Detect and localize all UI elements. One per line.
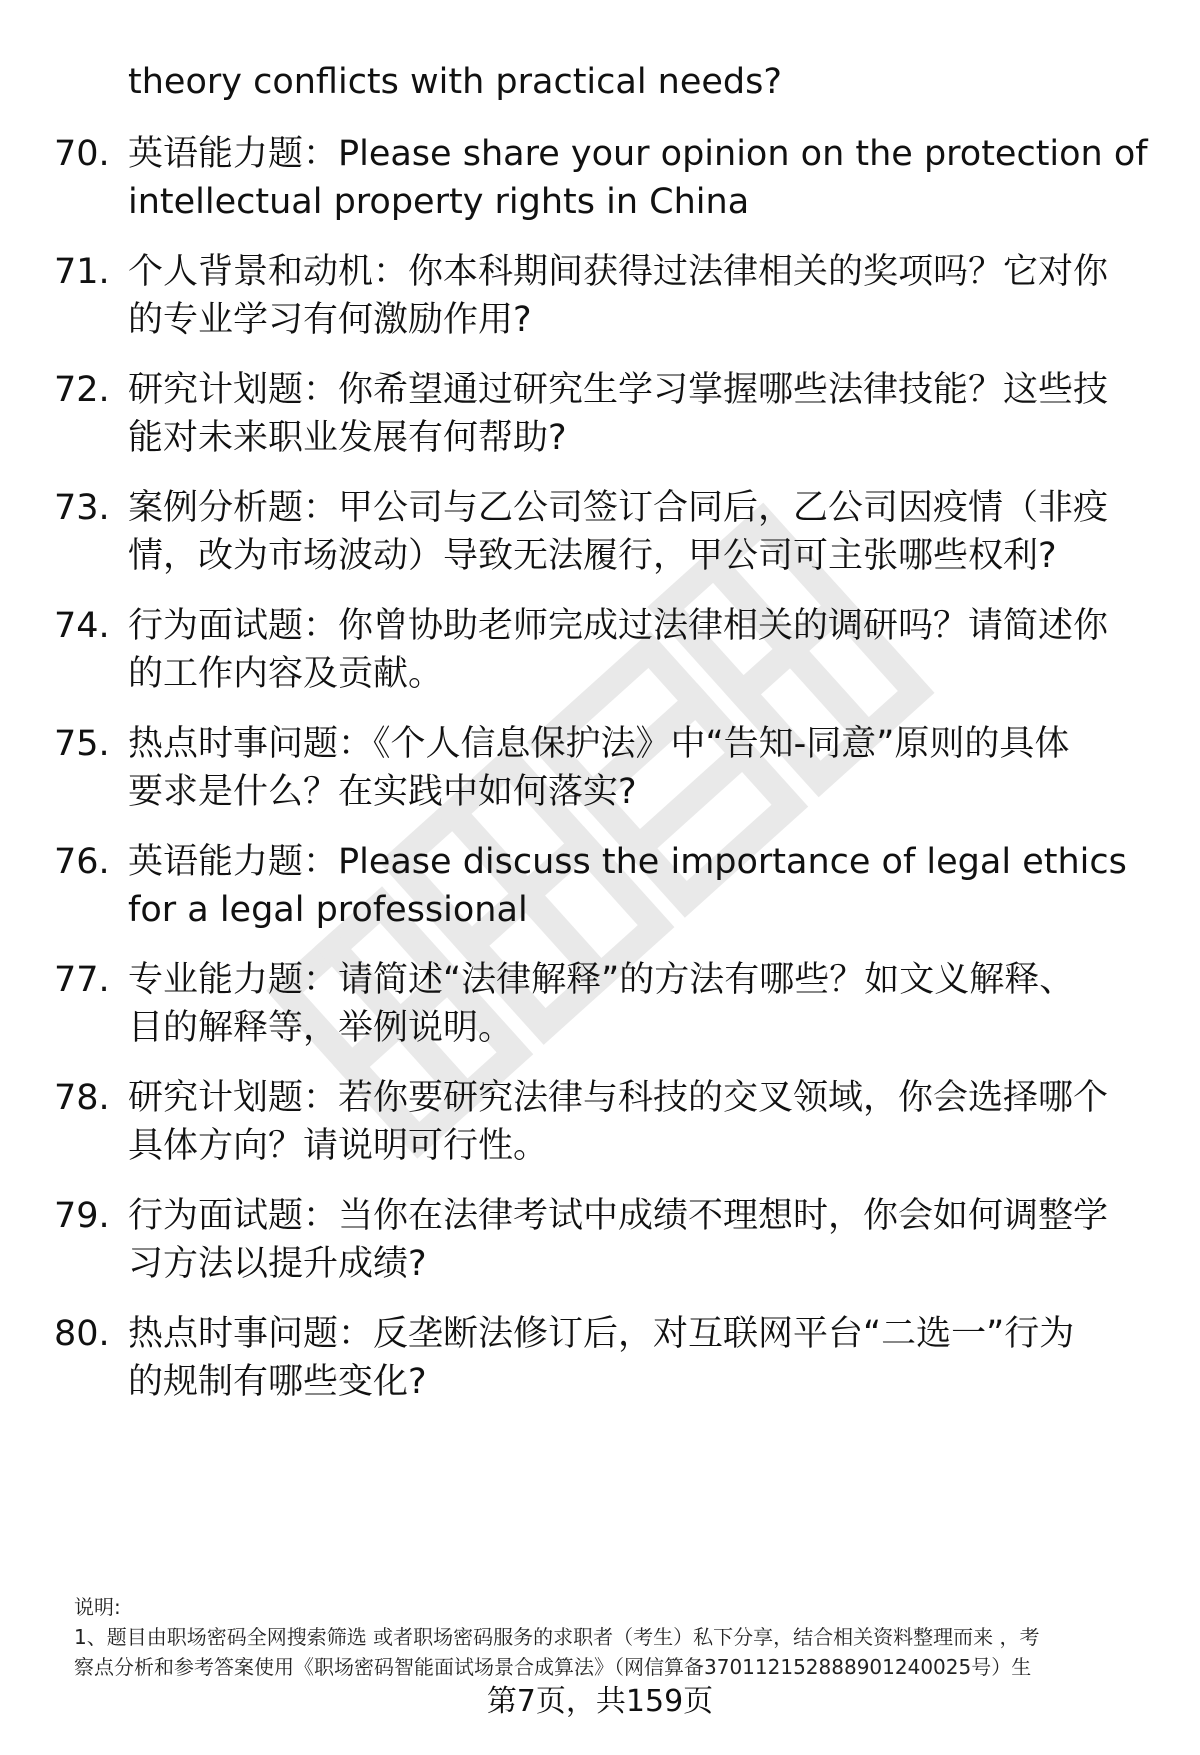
question-line: 的工作内容及贡献。: [128, 654, 444, 694]
question-line: 情，改为市场波动）导致无法履行，甲公司可主张哪些权利?: [128, 536, 1057, 576]
question-number: 70.: [54, 134, 110, 174]
question-line: intellectual property rights in China: [128, 182, 750, 222]
notes-line: 察点分析和参考答案使用《职场密码智能面试场景合成算法》（网信算备370112152888901240025号）生: [74, 1655, 1032, 1679]
question-line: 目的解释等，举例说明。: [128, 1008, 514, 1048]
question-text: [128, 602, 1200, 698]
question-line: 英语能力题：Please discuss the importance of legal ethics: [128, 842, 1127, 882]
question-line: 要求是什么？在实践中如何落实?: [128, 772, 637, 812]
question-number: 79.: [54, 1196, 110, 1236]
page-footer: 第7页，共159页: [486, 1684, 714, 1719]
question-text: [128, 1310, 1200, 1406]
notes-heading: 说明:: [74, 1595, 121, 1619]
question-text: [128, 130, 1200, 226]
notes-line: 1、题目由职场密码全网搜索筛选 或者职场密码服务的求职者（考生）私下分享，结合相关资料整理而来 ，考: [74, 1625, 1040, 1649]
question-line: 习方法以提升成绩?: [128, 1244, 427, 1284]
question-text: [128, 720, 1200, 816]
question-text: [128, 366, 1200, 462]
question-line: 专业能力题：请简述“法律解释”的方法有哪些？如文义解释、: [128, 960, 1075, 1000]
question-number: 78.: [54, 1078, 110, 1118]
question-line: for a legal professional: [128, 890, 528, 930]
continuation-line: theory conflicts with practical needs?: [128, 62, 782, 102]
question-number: 76.: [54, 842, 110, 882]
question-number: 72.: [54, 370, 110, 410]
question-text: [128, 956, 1200, 1052]
question-line: 热点时事问题：《个人信息保护法》中“告知-同意”原则的具体: [128, 724, 1070, 764]
question-text: [128, 1192, 1200, 1288]
question-line: 行为面试题：你曾协助老师完成过法律相关的调研吗？请简述你: [128, 606, 1109, 646]
question-line: 能对未来职业发展有何帮助?: [128, 418, 567, 458]
question-line: 英语能力题：Please share your opinion on the protection of: [128, 134, 1148, 174]
question-line: 案例分析题：甲公司与乙公司签订合同后，乙公司因疫情（非疫: [128, 488, 1109, 528]
notes-section: [74, 1592, 1154, 1682]
question-text: [128, 248, 1200, 344]
question-line: 的专业学习有何激励作用?: [128, 300, 532, 340]
question-number: 75.: [54, 724, 110, 764]
question-number: 71.: [54, 252, 110, 292]
question-number: 80.: [54, 1314, 110, 1354]
question-number: 74.: [54, 606, 110, 646]
question-line: 研究计划题：你希望通过研究生学习掌握哪些法律技能？这些技: [128, 370, 1109, 410]
question-line: 具体方向？请说明可行性。: [128, 1126, 549, 1166]
question-line: 的规制有哪些变化?: [128, 1362, 427, 1402]
question-text: [128, 484, 1200, 580]
question-line: 研究计划题：若你要研究法律与科技的交叉领域，你会选择哪个: [128, 1078, 1109, 1118]
question-text: [128, 838, 1200, 934]
question-text: [128, 1074, 1200, 1170]
question-line: 热点时事问题：反垄断法修订后，对互联网平台“二选一”行为: [128, 1314, 1075, 1354]
question-line: 行为面试题：当你在法律考试中成绩不理想时，你会如何调整学: [128, 1196, 1109, 1236]
question-number: 77.: [54, 960, 110, 1000]
question-line: 个人背景和动机：你本科期间获得过法律相关的奖项吗？它对你: [128, 252, 1109, 292]
question-number: 73.: [54, 488, 110, 528]
